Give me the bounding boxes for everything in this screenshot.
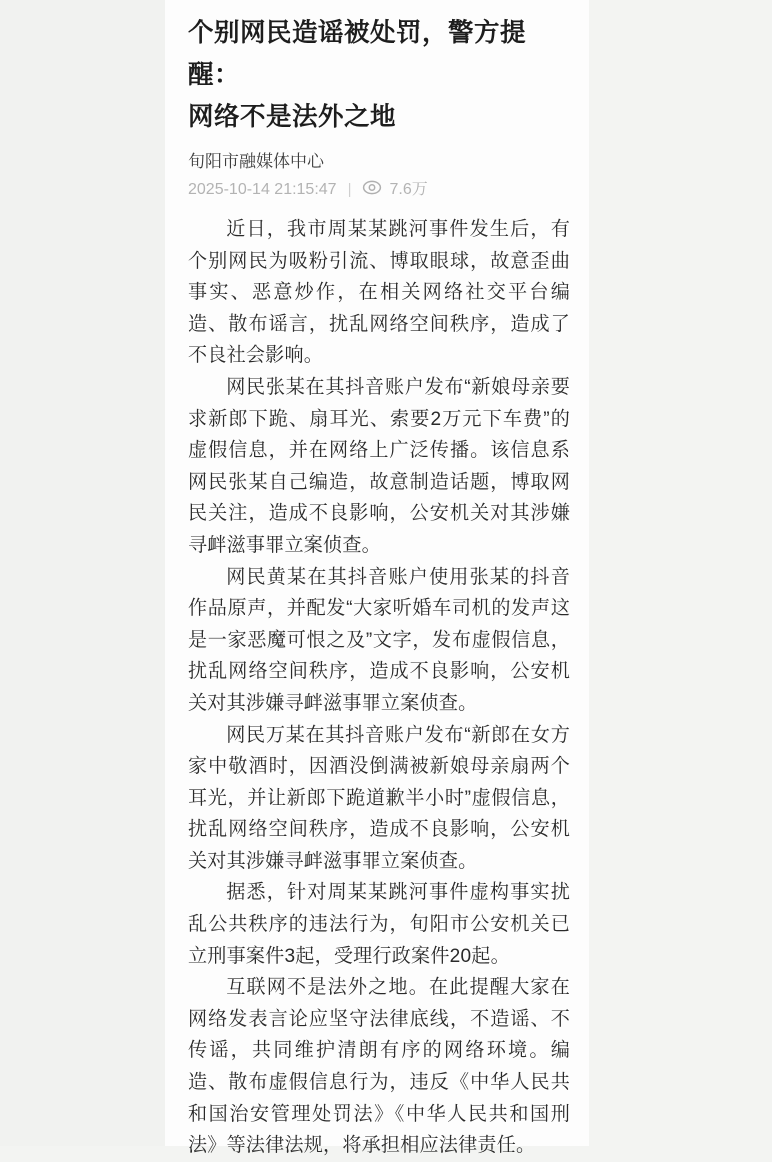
paragraph: 网民万某在其抖音账户发布“新郎在女方家中敬酒时，因酒没倒满被新娘母亲扇两个耳光，并让新郎下跪道歉半小时”虚假信息，扰乱网络空间秩序，造成不良影响，公安机关对其涉嫌寻衅滋事罪立案侦查。 <box>188 724 570 872</box>
article-title-line-1: 个别网民造谣被处罚，警方提醒： <box>188 19 527 89</box>
paragraph: 据悉，针对周某某跳河事件虚构事实扰乱公共秩序的违法行为，旬阳市公安机关已立刑事案件3起，受理行政案件20起。 <box>188 882 570 967</box>
article-title-line-2: 网络不是法外之地 <box>188 103 397 131</box>
view-count-value: 7.6万 <box>389 181 428 198</box>
meta-separator: | <box>347 181 352 198</box>
article-source: 旬阳市融媒体中心 <box>188 152 324 171</box>
publish-timestamp: 2025-10-14 21:15:47 <box>188 181 337 198</box>
article-title <box>188 12 570 138</box>
paragraph: 网民张某在其抖音账户发布“新娘母亲要求新郎下跪、扇耳光、索要2万元下车费”的虚假信息，并在网络上广泛传播。该信息系网民张某自己编造，故意制造话题，博取网民关注，造成不良影响，公安机关对其涉嫌寻衅滋事罪立案侦查。 <box>188 376 570 556</box>
article-body <box>188 214 570 1162</box>
paragraph: 近日，我市周某某跳河事件发生后，有个别网民为吸粉引流、博取眼球，故意歪曲事实、恶意炒作，在相关网络社交平台编造、散布谣言，扰乱网络空间秩序，造成了不良社会影响。 <box>188 219 570 367</box>
article-card <box>165 0 589 1157</box>
article-meta-row <box>188 179 570 200</box>
paragraph: 互联网不是法外之地。在此提醒大家在网络发表言论应坚守法律底线，不造谣、不传谣，共同维护清朗有序的网络环境。编造、散布虚假信息行为，违反《中华人民共和国治安管理处罚法》《中华人民共和国刑法》等法律法规，将承担相应法律责任。 <box>188 977 570 1157</box>
view-counter <box>362 179 427 200</box>
paragraph: 网民黄某在其抖音账户使用张某的抖音作品原声，并配发“大家听婚车司机的发声这是一家恶魔可恨之及”文字，发布虚假信息，扰乱网络空间秩序，造成不良影响，公安机关对其涉嫌寻衅滋事罪立案侦查。 <box>188 566 570 714</box>
page-margin-right <box>589 0 772 1146</box>
page-margin-left <box>0 0 165 1146</box>
eye-icon <box>362 180 382 201</box>
